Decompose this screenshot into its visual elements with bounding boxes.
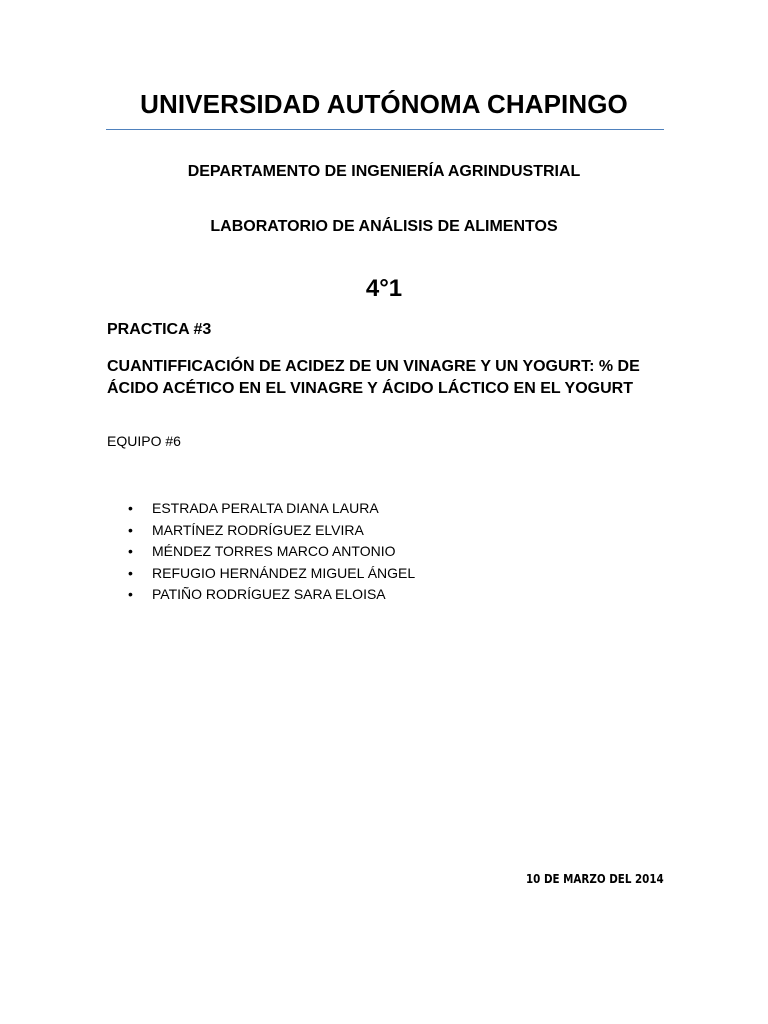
bullet-icon: • (128, 500, 133, 516)
university-title: UNIVERSIDAD AUTÓNOMA CHAPINGO (140, 89, 628, 119)
bullet-icon: • (128, 543, 133, 559)
member-name: REFUGIO HERNÁNDEZ MIGUEL ÁNGEL (152, 564, 416, 581)
member-name: PATIÑO RODRÍGUEZ SARA ELOISA (152, 586, 386, 602)
practice-topic-line-2: ÁCIDO ACÉTICO EN EL VINAGRE Y ÁCIDO LÁCTICO EN EL YOGURT (107, 380, 633, 397)
title-underline (106, 129, 664, 130)
document-date: 10 DE MARZO DEL 2014 (526, 872, 664, 886)
department-heading: DEPARTAMENTO DE INGENIERÍA AGRINDUSTRIAL (187, 163, 581, 180)
list-item (107, 520, 415, 542)
group-number: 4°1 (365, 275, 403, 302)
list-item (107, 498, 415, 520)
practice-number: PRACTICA #3 (107, 321, 212, 338)
member-name: MÉNDEZ TORRES MARCO ANTONIO (152, 543, 396, 559)
bullet-icon: • (128, 586, 133, 602)
bullet-icon: • (128, 521, 133, 538)
list-item (107, 584, 415, 606)
member-name: MARTÍNEZ RODRÍGUEZ ELVIRA (152, 521, 364, 538)
team-label: EQUIPO #6 (107, 433, 181, 449)
list-item (107, 541, 415, 563)
practice-topic (107, 356, 667, 400)
bullet-icon: • (128, 564, 133, 581)
team-members-list (107, 498, 415, 606)
laboratory-heading: LABORATORIO DE ANÁLISIS DE ALIMENTOS (210, 218, 558, 235)
list-item (107, 563, 415, 585)
member-name: ESTRADA PERALTA DIANA LAURA (152, 500, 379, 516)
practice-topic-line-1: CUANTIFFICACIÓN DE ACIDEZ DE UN VINAGRE Y UN YOGURT: % DE (107, 358, 640, 375)
